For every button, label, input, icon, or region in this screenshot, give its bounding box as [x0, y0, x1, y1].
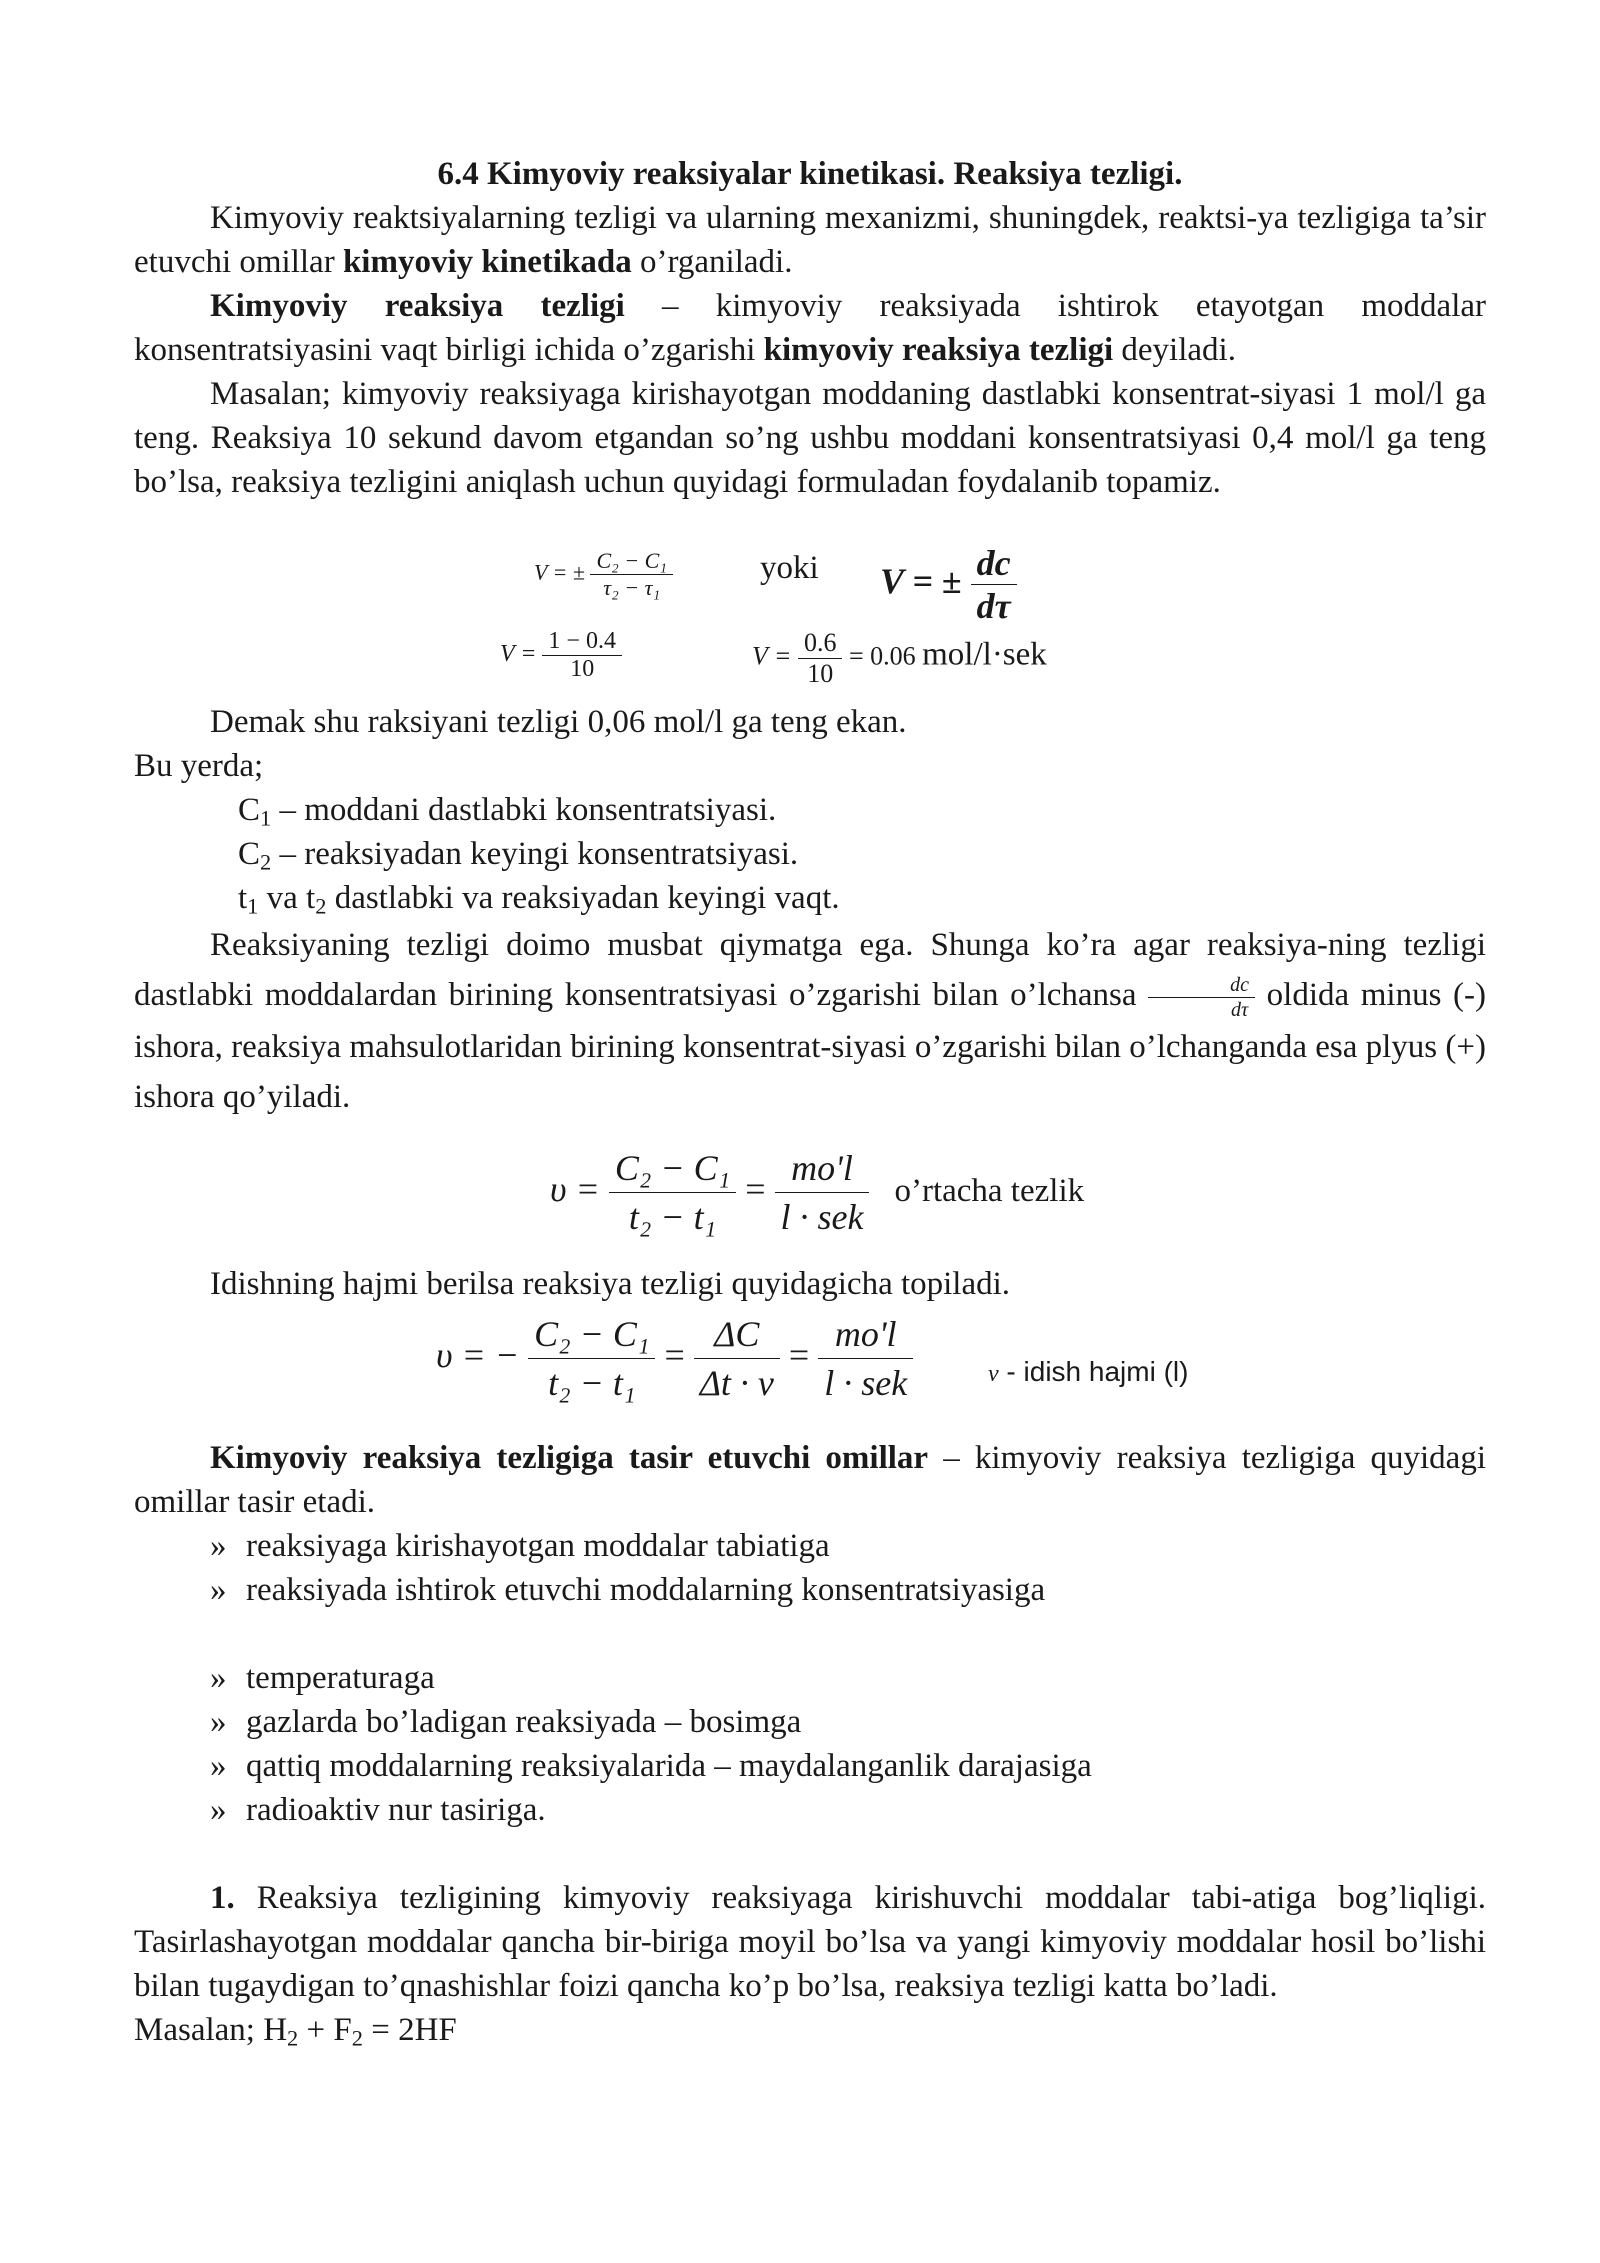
intro-block [134, 152, 1486, 504]
definitions-block [134, 700, 1486, 920]
list-item: » gazlarda bo’ladigan reaksiyada – bosimga [210, 1704, 802, 1740]
list-item: » qattiq moddalarning reaksiyalarida – maydalanganlik darajasiga [210, 1748, 1092, 1784]
sign-paragraph: Reaksiyaning tezligi doimo musbat qiymatga ega. Shunga ko’ra agar reaksiya-ning tezligi dastlabki moddalardan birining konsentratsiyasi o’zgarishi bilan o’lchansa $\frac{dc}{d\tau}$ oldida minus (-) ishora, reaksiya mahsulotlaridan birining konsentrat-siyasi o’zgarishi bilan o’lchanganda esa plyus (+) ishora qo’yiladi. [134, 927, 1486, 1115]
intro-paragraph-2: Kimyoviy reaksiya tezligi – kimyoviy reaksiyada ishtirok etayotgan moddalar konsentratsiyasini vaqt birligi ichida o’zgarishi kimyoviy reaksiya tezligi deyiladi. [134, 288, 1486, 368]
formula-average-rate: υ = $\frac{\text{C₂ − C₁}}{\text{t₂ − t₁}}$ = $\frac{mo'l}{\text{l · sek}}$ o’rtacha tezlik [550, 1144, 1084, 1241]
formula-rate-example-2: V = $\frac{0.6}{10}$ = 0.06 mol/l·sek [752, 628, 1047, 688]
list-item: » temperaturaga [210, 1660, 435, 1696]
factors-list-a [134, 1524, 1486, 1612]
formula-rate-differential: V = ± $\frac{dc}{d\tau}$ [880, 542, 1017, 627]
formula-rate-volume: υ = − $\frac{\text{C₂ − C₁}}{\text{t₂ − t₁}}$ = $\frac{\Delta C}{\Delta t \cdot v}$ = $\frac{mo'l}{\text{l · sek}}$ [436, 1310, 913, 1407]
average-rate-label: o’rtacha tezlik [894, 1172, 1085, 1209]
example-reaction: Masalan; $H_2 + F_2 = 2HF$ [134, 2012, 457, 2051]
volume-note: v - idish hajmi (l) [988, 1356, 1189, 1387]
list-item: » radioaktiv nur tasiriga. [210, 1792, 546, 1828]
result-text: Demak shu raksiyani tezligi 0,06 mol/l ga teng ekan. [210, 704, 907, 740]
list-item: » reaksiyaga kirishayotgan moddalar tabiatiga [210, 1528, 830, 1564]
intro-paragraph-1: Kimyoviy reaktsiyalarning tezligi va ularning mexanizmi, shuningdek, reaktsi-ya tezligiga ta’sir etuvchi omillar kimyoviy kinetikada o’rganiladi. [134, 200, 1486, 280]
formula-rate-general: V = ± $\frac{\text{C₂ − C₁}}{\text{τ₂ − τ₁}}$ [534, 548, 673, 601]
section-1-block [134, 1876, 1486, 2052]
page-title: 6.4 Kimyoviy reaksiyalar kinetikasi. Reaksiya tezligi. [437, 156, 1183, 192]
section-1-paragraph: 1. Reaksiya tezligining kimyoviy reaksiyaga kirishuvchi moddalar tabi-atiga bog’liqligi. Tasirlashayotgan moddalar qancha bir-biriga moyil bo’lsa va yangi kimyoviy moddalar hosil bo’lishi bilan tugaydigan to’qnashishlar foizi qancha ko’p bo’lsa, reaksiya tezligi katta bo’ladi. [134, 1880, 1486, 2004]
bu-yerda-label: Bu yerda; [134, 748, 264, 784]
volume-text: Idishning hajmi berilsa reaksiya tezligi quyidagicha topiladi. [210, 1266, 1011, 1302]
definition-c1: $C_1$ – moddani dastlabki konsentratsiyasi. [238, 792, 777, 831]
formula-yoki: yoki [760, 550, 819, 586]
factors-block-b [134, 1656, 1486, 1832]
factors-paragraph: Kimyoviy reaksiya tezligiga tasir etuvchi omillar – kimyoviy reaksiya tezligiga quyidagi omillar tasir etadi. [134, 1440, 1486, 1520]
rate-unit: mol/l·sek [922, 636, 1047, 673]
factors-list-b [134, 1656, 1486, 1832]
definition-c2: $C_2$ – reaksiyadan keyingi konsentratsiyasi. [238, 836, 799, 875]
factors-block [134, 1436, 1486, 1612]
definition-t: $t_1$ va $t_2$ dastlabki va reaksiyadan keyingi vaqt. [238, 880, 840, 919]
formula-rate-example-1: V = $\frac{1 - 0.4}{10}$ [500, 628, 622, 683]
intro-paragraph-3: Masalan; kimyoviy reaksiyaga kirishayotgan moddaning dastlabki konsentrat-siyasi 1 mol/l ga teng. Reaksiya 10 sekund davom etgandan so’ng ushbu moddani konsentratsiyasi 0,4 mol/l ga teng bo’lsa, reaksiya tezligini aniqlash uchun quyidagi formuladan foydalanib topamiz. [134, 376, 1486, 500]
volume-text-block [134, 1262, 1486, 1306]
list-item: » reaksiyada ishtirok etuvchi moddalarning konsentratsiyasiga [210, 1572, 1046, 1608]
dc-dtau-fraction: $\frac{dc}{d\tau}$ [1148, 973, 1255, 1022]
